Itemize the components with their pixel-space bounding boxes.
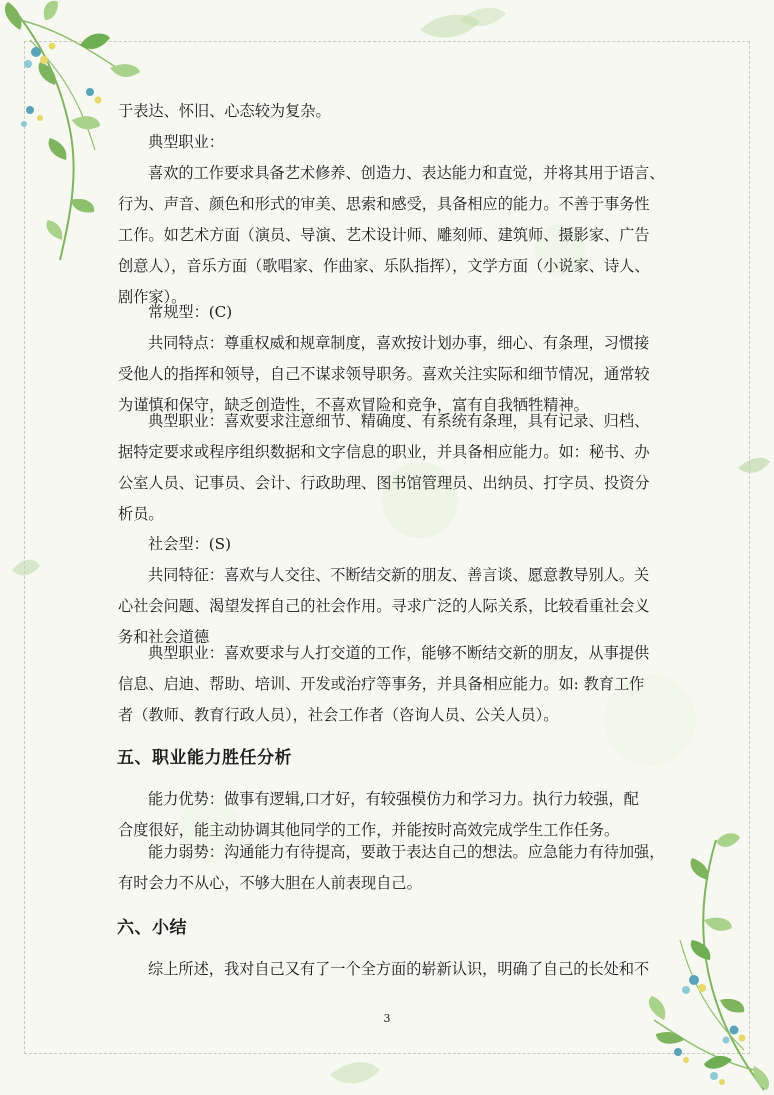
corner-vine-bottom-right [624,830,774,1095]
paragraph-artistic-jobs: 喜欢的工作要求具备艺术修养、创造力、表达能力和直觉，并将其用于语言、 行为、声音、颜色和形式的审美、思索和感受，具备相应的能力。不善于事务性 工作。如艺术方面（演员、导演、艺术设计师、雕刻师、建筑师、摄影家、广告 创意人），音乐方面（歌唱家、作曲家、乐队指挥），文学方面（小说家、诗人、 剧作家）。 [118,164,665,306]
paragraph-typical-jobs-label: 典型职业： [148,133,224,151]
paragraph-continuation: 于表达、怀旧、心态较为复杂。 [118,102,331,120]
paragraph-strengths: 能力优势：做事有逻辑,口才好，有较强模仿力和学习力。执行力较强，配 合度很好，能主动协调其他同学的工作，并能按时高效完成学生工作任务。 [118,790,639,839]
paragraph-weaknesses: 能力弱势：沟通能力有待提高，要敢于表达自己的想法。应急能力有待加强， 有时会力不从心，不够大胆在人前表现自己。 [118,843,665,892]
paragraph-conventional-type: 常规型：(C) [148,303,233,321]
section-heading-6: 六、小结 [117,918,187,938]
page-number: 3 [383,1012,391,1025]
paragraph-conventional-jobs: 典型职业：喜欢要求注意细节、精确度、有系统有条理，具有记录、归档、 据特定要求或程序组织数据和文字信息的职业，并具备相应能力。如：秘书、办 公室人员、记事员、会计、行政助理、图书馆管理员、出纳员、打字员、投资分 析员。 [118,412,650,523]
paragraph-conventional-traits: 共同特点：尊重权威和规章制度，喜欢按计划办事，细心、有条理，习惯接 受他人的指挥和领导，自己不谋求领导职务。喜欢关注实际和细节情况，通常较 为谨慎和保守，缺乏创造性，不喜欢冒险和竞争，富有自我牺牲精神。 [118,334,650,414]
paragraph-social-type: 社会型：(S) [148,535,232,553]
section-heading-5: 五、职业能力胜任分析 [117,748,292,768]
corner-vine-top-left [0,0,150,270]
paragraph-social-traits: 共同特征：喜欢与人交往、不断结交新的朋友、善言谈、愿意教导别人。关 心社会问题、渴望发挥自己的社会作用。寻求广泛的人际关系，比较看重社会义 务和社会道德 [118,566,650,646]
paragraph-social-jobs: 典型职业：喜欢要求与人打交道的工作，能够不断结交新的朋友，从事提供 信息、启迪、帮助、培训、开发或治疗等事务，并具备相应能力。如: 教育工作 者（教师、教育行政人员），社会工作者（咨询人员、公关人员）。 [118,644,650,724]
paragraph-summary: 综上所述，我对自己又有了一个全方面的崭新认识，明确了自己的长处和不 [148,960,650,978]
